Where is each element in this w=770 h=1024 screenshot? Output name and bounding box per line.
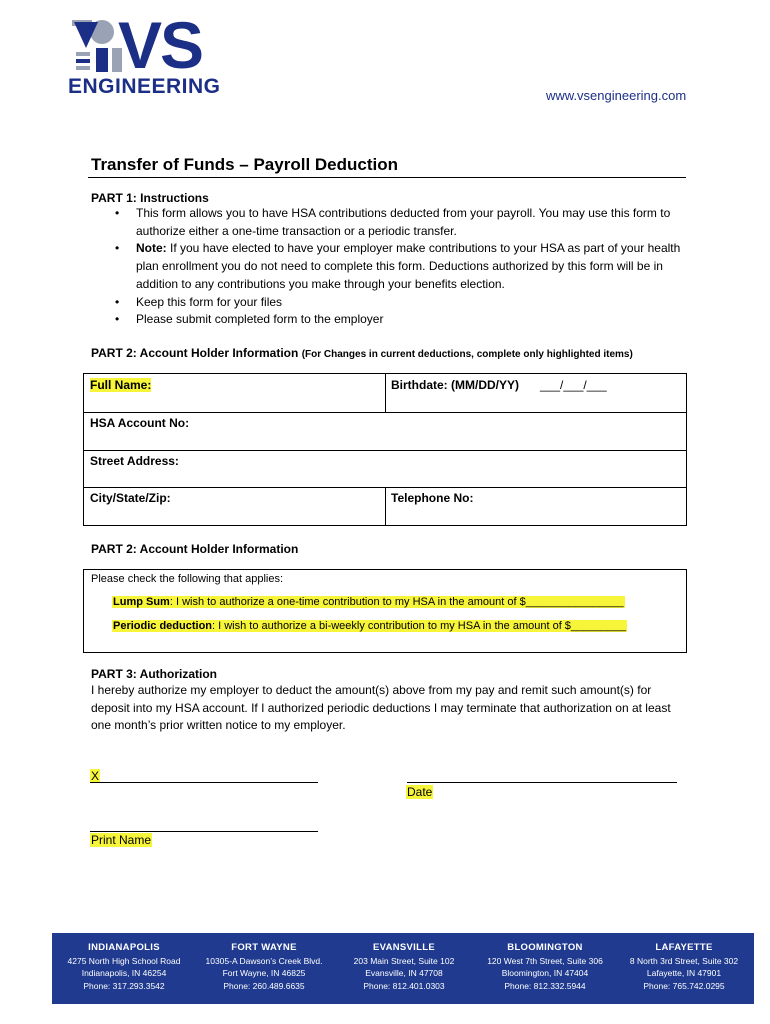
office-block [616, 942, 752, 992]
street-address-label: Street Address: [90, 454, 179, 468]
signature-x-mark: X [91, 769, 100, 783]
instruction-text: Please submit completed form to the employer [136, 312, 384, 327]
lump-sum-label: Lump Sum [113, 596, 170, 608]
logo-engineering-text: ENGINEERING [68, 75, 221, 98]
periodic-deduction-text: : I wish to authorize a bi-weekly contribution to my HSA in the amount of $_________ [212, 620, 626, 632]
lump-sum-text: : I wish to authorize a one-time contribution to my HSA in the amount of $________________ [169, 596, 624, 608]
options-lead-text: Please check the following that applies: [91, 573, 284, 585]
office-locale: Indianapolis, IN 46254 [81, 968, 167, 978]
office-street: 203 Main Street, Suite 102 [353, 955, 455, 966]
full-name-label: Full Name: [90, 378, 152, 392]
office-locale: Evansville, IN 47708 [365, 968, 443, 978]
instruction-item [115, 240, 690, 293]
table-divider [385, 487, 386, 526]
office-locale: Fort Wayne, IN 46825 [222, 968, 306, 978]
telephone-label: Telephone No: [391, 491, 474, 505]
instruction-item [115, 311, 690, 329]
instructions-list [115, 205, 690, 329]
office-street: 4275 North High School Road [67, 955, 181, 966]
office-phone: Phone: 317.293.3542 [83, 980, 165, 991]
office-locale: Lafayette, IN 47901 [646, 968, 722, 978]
instruction-text: Keep this form for your files [136, 294, 283, 309]
instruction-item [115, 205, 690, 240]
authorization-text: I hereby authorize my employer to deduct the amount(s) above from my pay and remit such amount(s) for deposit into my HSA account. If I authorized periodic deductions I may terminate that authorization on at least one month’s prior written notice to my employer. [91, 683, 671, 732]
office-street: 120 West 7th Street, Suite 306 [487, 955, 603, 966]
office-street: 10305-A Dawson’s Creek Blvd. [205, 955, 323, 966]
office-phone: Phone: 765.742.0295 [643, 980, 725, 991]
hsa-account-label: HSA Account No: [90, 416, 190, 430]
title-divider [88, 177, 686, 178]
signature-line[interactable] [90, 782, 318, 783]
print-name-label: Print Name [91, 833, 152, 847]
city-state-zip-label: City/State/Zip: [90, 491, 171, 505]
part2-heading-text: PART 2: Account Holder Information [91, 346, 299, 360]
periodic-deduction-label: Periodic deduction [113, 620, 213, 632]
office-city: EVANSVILLE [373, 942, 435, 953]
office-block [336, 942, 472, 992]
instruction-text: This form allows you to have HSA contributions deducted from your payroll. You may use this form to authorize either a one-time transaction or a periodic transfer. [136, 206, 671, 238]
birthdate-label: Birthdate: (MM/DD/YY) [391, 378, 519, 392]
print-name-line[interactable] [90, 831, 318, 832]
company-logo [66, 8, 221, 102]
part3-heading: PART 3: Authorization [91, 667, 217, 681]
table-row [84, 412, 686, 413]
office-phone: Phone: 812.401.0303 [363, 980, 445, 991]
lump-sum-option[interactable] [112, 596, 625, 608]
table-row [84, 450, 686, 451]
office-city: BLOOMINGTON [507, 942, 583, 953]
office-block [474, 942, 616, 992]
instruction-item [115, 294, 690, 312]
office-locale: Bloomington, IN 47404 [501, 968, 589, 978]
account-holder-table [83, 373, 687, 526]
office-city: FORT WAYNE [231, 942, 297, 953]
page-title: Transfer of Funds – Payroll Deduction [91, 155, 398, 174]
part2-heading [91, 346, 633, 360]
office-block [196, 942, 332, 992]
footer-offices-bar [52, 933, 754, 1004]
part2b-heading: PART 2: Account Holder Information [91, 542, 299, 556]
office-phone: Phone: 260.489.6635 [223, 980, 305, 991]
table-divider [385, 374, 386, 412]
contribution-options-box [83, 569, 687, 653]
office-block [56, 942, 192, 992]
note-label: Note: [136, 241, 167, 256]
date-label: Date [407, 785, 433, 799]
logo-vs-text: VS [118, 8, 203, 82]
website-link[interactable]: www.vsengineering.com [546, 88, 687, 103]
instruction-text: If you have elected to have your employer make contributions to your HSA as part of your health plan enrollment you do not need to complete this form. Deductions authorized by this form will be in addition to any contributions you make through your benefits election. [136, 241, 681, 291]
office-street: 8 North 3rd Street, Suite 302 [629, 955, 739, 966]
office-phone: Phone: 812.332.5944 [504, 980, 586, 991]
date-line[interactable] [407, 782, 677, 783]
birthdate-blank[interactable]: ___/___/___ [540, 378, 607, 392]
office-city: INDIANAPOLIS [88, 942, 160, 953]
periodic-deduction-option[interactable] [112, 620, 627, 632]
office-city: LAFAYETTE [655, 942, 713, 953]
part1-heading: PART 1: Instructions [91, 191, 209, 205]
part2-heading-note: (For Changes in current deductions, complete only highlighted items) [301, 349, 633, 360]
